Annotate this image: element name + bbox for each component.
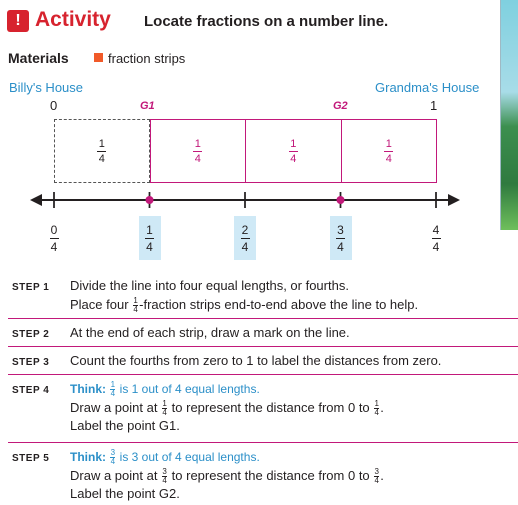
step-3-key: STEP 3 [12, 357, 50, 368]
number-line-label [234, 216, 256, 260]
divider [8, 442, 518, 443]
step-4-fraction-b [374, 400, 379, 417]
left-arrow-icon [30, 194, 42, 206]
materials-item: fraction strips [108, 51, 186, 66]
top-zero-label: 0 [50, 98, 58, 113]
strip-fraction: $\frac{1}{4}$ [290, 137, 297, 165]
step-5-fb-den: 4 [374, 476, 379, 486]
step-2-key: STEP 2 [12, 329, 50, 340]
step-1-line1: Divide the line into four equal lengths, or fourths. [70, 278, 349, 293]
top-one-label: 1 [430, 98, 438, 113]
strip-fraction: $\frac{1}{4}$ [385, 137, 392, 165]
label-fraction: $\frac{3}{4}$ [337, 222, 344, 254]
activity-description: Locate fractions on a number line. [144, 13, 389, 30]
g2-label: G2 [333, 100, 348, 112]
billys-house-label: Billy's House [9, 80, 84, 95]
strip-fraction: $\frac{1}{4}$ [194, 137, 201, 165]
step-4-tf-num: 1 [110, 380, 116, 390]
step-4-line3: Label the point G1. [70, 418, 180, 434]
step-4-fa-num: 1 [162, 399, 167, 409]
activity-icon: ! [7, 10, 29, 32]
step-4-fraction-a [162, 400, 167, 417]
right-arrow-icon [448, 194, 460, 206]
label-fraction: $\frac{0}{4}$ [50, 222, 58, 254]
step-4-line2c: . [380, 400, 384, 415]
step-4-line2b: to represent the distance from 0 to [168, 400, 374, 415]
number-line-label [425, 216, 447, 260]
step-4-fa-den: 4 [162, 408, 167, 418]
step-4-think-rest: is 1 out of 4 equal lengths. [116, 382, 260, 396]
step-5-fa-num: 3 [162, 467, 167, 477]
step-5-line2b: to represent the distance from 0 to [168, 468, 374, 483]
number-line-label [43, 216, 65, 260]
step-5-fraction-a [162, 468, 167, 485]
materials-bullet-icon [94, 53, 103, 62]
divider [8, 346, 518, 347]
divider [8, 318, 518, 319]
step-1-frac-den: 4 [133, 305, 138, 315]
step-5-line3: Label the point G2. [70, 486, 180, 502]
step-4-think: Think: [70, 382, 106, 396]
step-1-line2b: -fraction strips end-to-end above the line to help. [139, 297, 419, 312]
activity-title: Activity [35, 8, 111, 31]
step-5-think: Think: [70, 450, 106, 464]
step-4-fb-num: 1 [374, 399, 379, 409]
step-1-frac-num: 1 [133, 296, 138, 306]
step-4-tf-den: 4 [110, 389, 116, 399]
fraction-strip [150, 119, 247, 183]
step-4-fb-den: 4 [374, 408, 379, 418]
step-5-tf-den: 4 [110, 457, 116, 467]
divider [8, 374, 518, 375]
fraction-strip [341, 119, 438, 183]
step-5-think-rest: is 3 out of 4 equal lengths. [116, 450, 260, 464]
step-5 [12, 448, 512, 502]
step-5-fraction-b [374, 468, 379, 485]
step-1-line2a: Place four [70, 297, 133, 312]
strip-fraction: $\frac{1}{4}$ [98, 137, 105, 165]
point-marker [337, 196, 345, 204]
step-5-tf-num: 3 [110, 448, 116, 458]
step-3 [12, 352, 512, 371]
step-5-fa-den: 4 [162, 476, 167, 486]
side-illustration [500, 0, 518, 230]
label-fraction: $\frac{2}{4}$ [241, 222, 249, 254]
step-1-fraction [133, 297, 138, 314]
step-3-text: Count the fourths from zero to 1 to label the distances from zero. [70, 353, 442, 368]
label-fraction: $\frac{4}{4}$ [432, 222, 440, 254]
g1-label: G1 [140, 100, 155, 112]
step-5-fb-num: 3 [374, 467, 379, 477]
step-1 [12, 277, 512, 314]
step-4-line2a: Draw a point at [70, 400, 162, 415]
grandmas-house-label: Grandma's House [375, 80, 480, 95]
fraction-strip [245, 119, 342, 183]
step-5-line2c: . [380, 468, 384, 483]
materials-label: Materials [8, 50, 69, 66]
step-4 [12, 380, 512, 434]
fraction-strip [54, 119, 150, 183]
step-2 [12, 324, 512, 343]
number-line-label [139, 216, 161, 260]
point-marker [146, 196, 154, 204]
step-5-line2a: Draw a point at [70, 468, 162, 483]
label-fraction: $\frac{1}{4}$ [146, 222, 153, 254]
step-2-text: At the end of each strip, draw a mark on the line. [70, 325, 350, 340]
step-4-think-fraction [110, 381, 115, 398]
step-4-key: STEP 4 [12, 385, 50, 396]
number-line-label [330, 216, 352, 260]
number-line [0, 185, 500, 215]
step-5-key: STEP 5 [12, 453, 50, 464]
step-5-think-fraction [110, 449, 115, 466]
step-1-key: STEP 1 [12, 282, 50, 293]
